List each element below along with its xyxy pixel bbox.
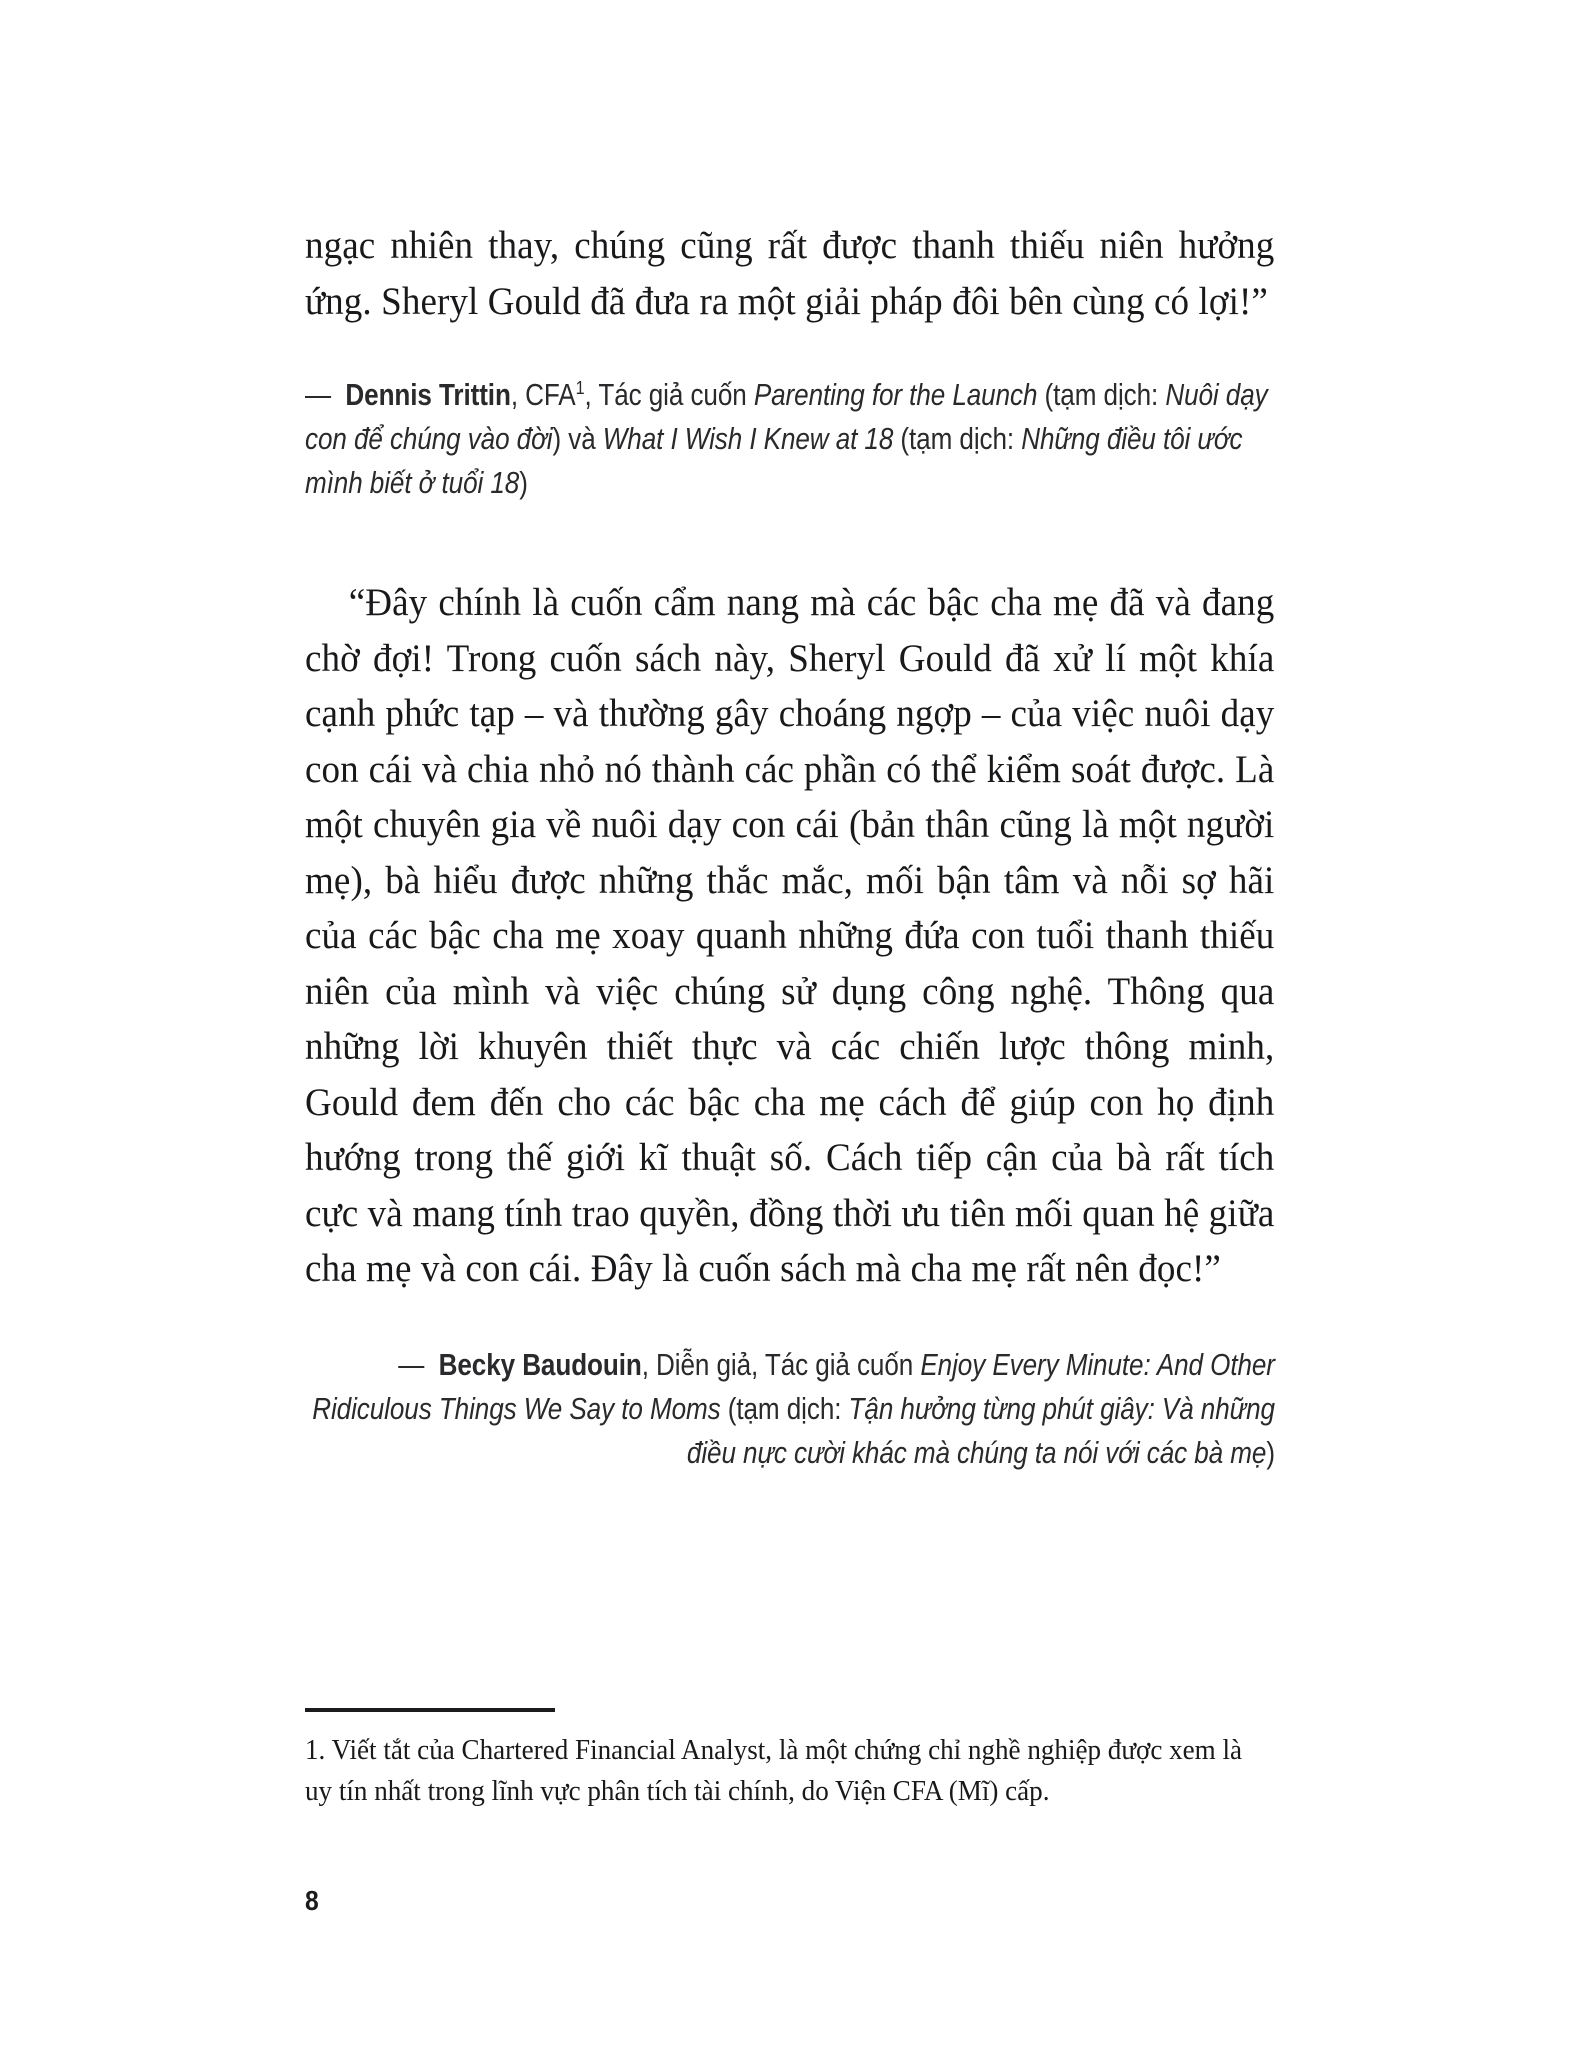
quote-paragraph-main: “Đây chính là cuốn cẩm nang mà các bậc cha mẹ đã và đang chờ đợi! Trong cuốn sách này, Sheryl Gould đã xử lí một khía cạnh phức tạp – và thường gây choáng ngợp – của việc nuôi dạy con cái và chia nhỏ nó thành các phần có thể kiểm soát được. Là một chuyên gia về nuôi dạy con cái (bản thân cũng là một người mẹ), bà hiểu được những thắc mắc, mối bận tâm và nỗi sợ hãi của các bậc cha mẹ xoay quanh những đứa con tuổi thanh thiếu niên của mình và việc chúng sử dụng công nghệ. Thông qua những lời khuyên thiết thực và các chiến lược thông minh, Gould đem đến cho các bậc cha mẹ cách để giúp con họ định hướng trong thế giới kĩ thuật số. Cách tiếp cận của bà rất tích cực và mang tính trao quyền, đồng thời ưu tiên mối quan hệ giữa cha mẹ và con cái. Đây là cuốn sách mà cha mẹ rất nên đọc!” bbox=[305, 581, 1275, 1290]
paragraph-spacer bbox=[305, 505, 1275, 575]
attribution-credential: , CFA bbox=[510, 378, 576, 412]
attribution-translation-prefix-3: (tạm dịch: bbox=[720, 1391, 849, 1426]
footnote-marker-superscript: 1 bbox=[575, 377, 585, 399]
attribution-translation-suffix-2: ) bbox=[519, 466, 528, 500]
attribution-book-title-2: What I Wish I Knew at 18 bbox=[602, 422, 894, 456]
attribution-translation-prefix-1: (tạm dịch: bbox=[1044, 378, 1166, 412]
attribution-connector: ) và bbox=[552, 422, 603, 456]
attribution-role: , Tác giả cuốn bbox=[584, 378, 754, 412]
footnote-section bbox=[305, 1708, 1275, 1812]
attribution-dash: — bbox=[305, 378, 332, 412]
attribution-author-name: Dennis Trittin bbox=[345, 378, 511, 412]
attribution-author-name-2: Becky Baudouin bbox=[438, 1347, 642, 1382]
quote-paragraph-continued: ngạc nhiên thay, chúng cũng rất được thanh thiếu niên hưởng ứng. Sheryl Gould đã đưa ra một giải pháp đôi bên cùng có lợi!” bbox=[305, 224, 1275, 323]
page-number: 8 bbox=[305, 1885, 319, 1916]
attribution-translation-1: Nuôi dạy con để chúng vào đời bbox=[305, 378, 1268, 456]
attribution-translation-prefix-2: (tạm dịch: bbox=[900, 422, 1022, 456]
attribution-book-title-1: Parenting for the Launch bbox=[753, 378, 1038, 412]
text-block bbox=[305, 218, 1275, 1475]
attribution-dash-2: — bbox=[398, 1347, 425, 1382]
footnote-text: 1. Viết tắt của Chartered Financial Analyst, là một chứng chỉ nghề nghiệp được xem là uy tín nhất trong lĩnh vực phân tích tài chính, do Viện CFA (Mĩ) cấp. bbox=[305, 1735, 1243, 1807]
attribution-spacer-2 bbox=[432, 1348, 439, 1382]
attribution-translation-suffix-3: ) bbox=[1266, 1435, 1275, 1470]
attribution-book-title-3: Enjoy Every Minute: And Other Ridiculous Things We Say to Moms bbox=[312, 1347, 1275, 1426]
attribution-translation-2: Những điều tôi ước mình biết ở tuổi 18 bbox=[305, 422, 1243, 500]
attribution-becky-baudouin bbox=[305, 1343, 1275, 1475]
attribution-translation-3: Tận hưởng từng phút giây: Và những điều nực cười khác mà chúng ta nói với các bà mẹ bbox=[686, 1391, 1275, 1470]
footnote-separator-rule bbox=[305, 1708, 555, 1712]
attribution-role-2: , Diễn giả, Tác giả cuốn bbox=[641, 1347, 921, 1382]
attribution-dennis-trittin bbox=[305, 373, 1275, 505]
